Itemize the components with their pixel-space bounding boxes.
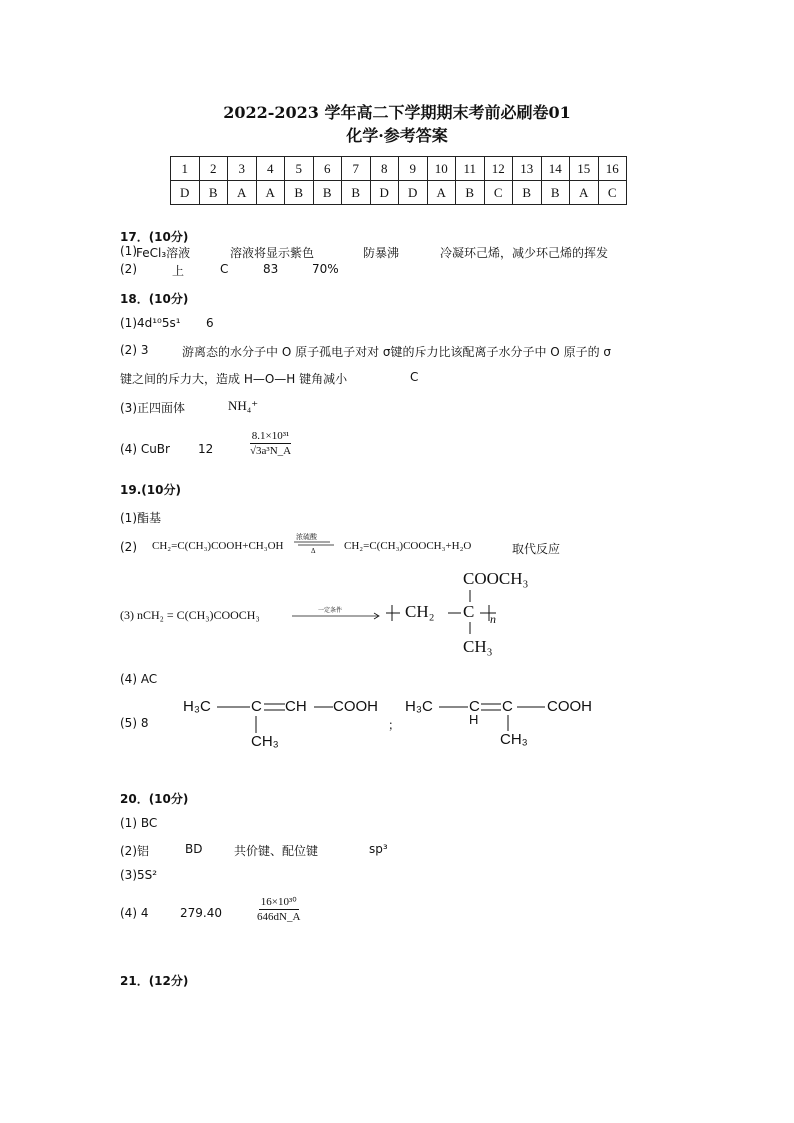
q19-equation-condition: 浓硫酸: [296, 533, 317, 541]
answer-table-number-cell: 6: [313, 157, 342, 181]
q19-line3-condition: 一定条件: [318, 608, 343, 614]
answer-table-answer-cell: A: [228, 181, 257, 205]
q18-fraction-denominator: √3a³N_A: [250, 445, 292, 457]
answer-table-answer-cell: B: [313, 181, 342, 205]
q18-heading: 18．(10分): [120, 292, 189, 306]
s1-bonds: [215, 700, 340, 736]
q17-heading: 17．(10分): [120, 230, 189, 244]
q20-line2-a: (2)铝: [120, 844, 149, 858]
answer-table-answer-cell: B: [541, 181, 570, 205]
answer-table-number-cell: 2: [199, 157, 228, 181]
q20-fraction-denominator: 646dN_A: [257, 911, 301, 923]
answer-table-number-cell: 16: [598, 157, 627, 181]
answer-table-number-cell: 13: [513, 157, 542, 181]
answer-table-answer-cell: B: [456, 181, 485, 205]
answer-table-answer-cell: B: [199, 181, 228, 205]
answer-table-answer-cell: D: [370, 181, 399, 205]
q20-fraction-numerator: 16×10³⁰: [260, 896, 297, 908]
s2-hydrogen: H: [469, 712, 479, 727]
answer-table-number-cell: 1: [171, 157, 200, 181]
q19-line5-label: (5) 8: [120, 716, 149, 730]
q20-line4-a: (4) 4: [120, 906, 149, 920]
answer-table-number-cell: 10: [427, 157, 456, 181]
s1-ch3: CH₃: [251, 733, 279, 750]
s1-carbon: C: [251, 698, 262, 715]
answer-table-number-cell: 8: [370, 157, 399, 181]
answer-table-number-cell: 14: [541, 157, 570, 181]
answer-table: [170, 156, 627, 205]
q18-line1-a: (1)4d¹⁰5s¹: [120, 316, 181, 330]
q18-line2-c: 键之间的斥力大，造成 H—O—H 键角减小: [120, 372, 348, 386]
q18-line2-b: 游离态的水分子中 O 原子孤电子对对 σ键的斥力比该配离子水分子中 O 原子的 σ: [182, 345, 611, 359]
q18-line3-b: NH₄⁺: [228, 398, 259, 413]
q18-fraction-numerator: 8.1×10³¹: [251, 430, 290, 442]
q20-line2-d: sp³: [369, 842, 388, 856]
answer-table-answer-cell: C: [484, 181, 513, 205]
answer-table-answer-row: [171, 181, 627, 205]
q19-equation-heat: Δ: [311, 547, 316, 555]
structure1-bonds-icon: [215, 700, 340, 736]
answer-table-answer-cell: A: [427, 181, 456, 205]
q20-density-fraction: [255, 894, 302, 923]
structure2-bonds-icon: [437, 700, 552, 736]
answer-table-answer-cell: B: [285, 181, 314, 205]
q17-line2-c: 83: [263, 262, 279, 276]
q19-line1: (1)酯基: [120, 511, 161, 525]
q19-reaction-type: 取代反应: [512, 542, 561, 556]
q20-line2-c: 共价键、配位键: [234, 844, 319, 858]
q19-line2-label: (2): [120, 540, 137, 554]
q18-line4-a: (4) CuBr: [120, 442, 170, 456]
answer-table-number-cell: 4: [256, 157, 285, 181]
answer-table-answer-cell: B: [513, 181, 542, 205]
answer-table-number-cell: 3: [228, 157, 257, 181]
reaction-arrow-icon: [292, 612, 380, 620]
q19-polymer-ch2: CH₂: [405, 602, 435, 621]
answer-table-number-cell: 15: [570, 157, 599, 181]
s2-ch3: CH₃: [500, 731, 528, 748]
s2-carbon1: C: [469, 698, 480, 715]
answer-table-answer-cell: A: [570, 181, 599, 205]
q17-line2-label: (2): [120, 262, 137, 276]
q20-line3: (3)5S²: [120, 868, 158, 882]
answer-table-number-cell: 11: [456, 157, 485, 181]
page-title: 2022-2023 学年高二下学期期末考前必刷卷01: [223, 103, 571, 122]
answer-table-answer-cell: A: [256, 181, 285, 205]
q18-line4-b: 12: [198, 442, 214, 456]
q18-line2-a: (2) 3: [120, 343, 149, 357]
q21-heading: 21．(12分): [120, 974, 189, 988]
q17-line2-b: C: [220, 262, 229, 276]
q18-line1-b: 6: [206, 316, 214, 330]
answer-table-number-cell: 9: [399, 157, 428, 181]
s2-bonds: [437, 700, 552, 736]
q19-equilibrium-arrow: [294, 541, 334, 546]
q17-line2-d: 70%: [312, 262, 339, 276]
s1-ch: CH: [285, 698, 307, 715]
structure-separator: ；: [388, 718, 401, 732]
q19-heading: 19.(10分): [120, 483, 181, 497]
answer-table-answer-cell: D: [399, 181, 428, 205]
s2-cooh: COOH: [547, 698, 592, 715]
answer-table-number-cell: 5: [285, 157, 314, 181]
s2-h3c: H₃C: [405, 698, 433, 715]
s2-carbon2: C: [502, 698, 513, 715]
q19-polymer-bonds: [384, 588, 504, 640]
answer-table-answer-cell: D: [171, 181, 200, 205]
s1-cooh: COOH: [333, 698, 378, 715]
q20-line1: (1) BC: [120, 816, 158, 830]
q19-polymer-methyl: CH₃: [463, 637, 493, 656]
answer-table-answer-cell: C: [598, 181, 627, 205]
q19-line4: (4) AC: [120, 672, 158, 686]
q17-line1-label: (1): [120, 244, 137, 258]
q17-line1-c: 防暴沸: [363, 246, 400, 260]
q19-line3-monomer: (3) nCH₂ = C(CH₃)COOCH₃: [120, 608, 260, 622]
answer-table-number-row: [171, 157, 627, 181]
q20-line2-b: BD: [185, 842, 203, 856]
q19-polymer-side-group: COOCH₃: [463, 569, 529, 588]
s1-h3c: H₃C: [183, 698, 211, 715]
polymer-bracket-icon: [384, 588, 504, 640]
answer-table-number-cell: 7: [342, 157, 371, 181]
q19-polymer-carbon: C: [463, 602, 475, 621]
q19-equation-left: CH₂=C(CH₃)COOH+CH₃OH: [152, 540, 284, 552]
q19-reaction-arrow: [292, 612, 380, 620]
q18-line2-d: C: [410, 370, 419, 384]
q17-line2-a: 上: [172, 264, 185, 278]
q20-line4-b: 279.40: [180, 906, 222, 920]
q19-equation-right: CH₂=C(CH₃)COOCH₃+H₂O: [344, 540, 472, 552]
q17-line1-d: 冷凝环己烯，减少环己烯的挥发: [440, 246, 609, 260]
q19-polymer-n: n: [490, 612, 496, 626]
q18-density-fraction: [248, 428, 293, 457]
page-subtitle: 化学·参考答案: [346, 126, 448, 145]
q17-line1-b: 溶液将显示紫色: [230, 246, 315, 260]
answer-table-number-cell: 12: [484, 157, 513, 181]
q17-line1-a: FeCl₃溶液: [136, 246, 191, 260]
q20-heading: 20．(10分): [120, 792, 189, 806]
answer-table-answer-cell: B: [342, 181, 371, 205]
q18-line3-a: (3)正四面体: [120, 401, 185, 415]
